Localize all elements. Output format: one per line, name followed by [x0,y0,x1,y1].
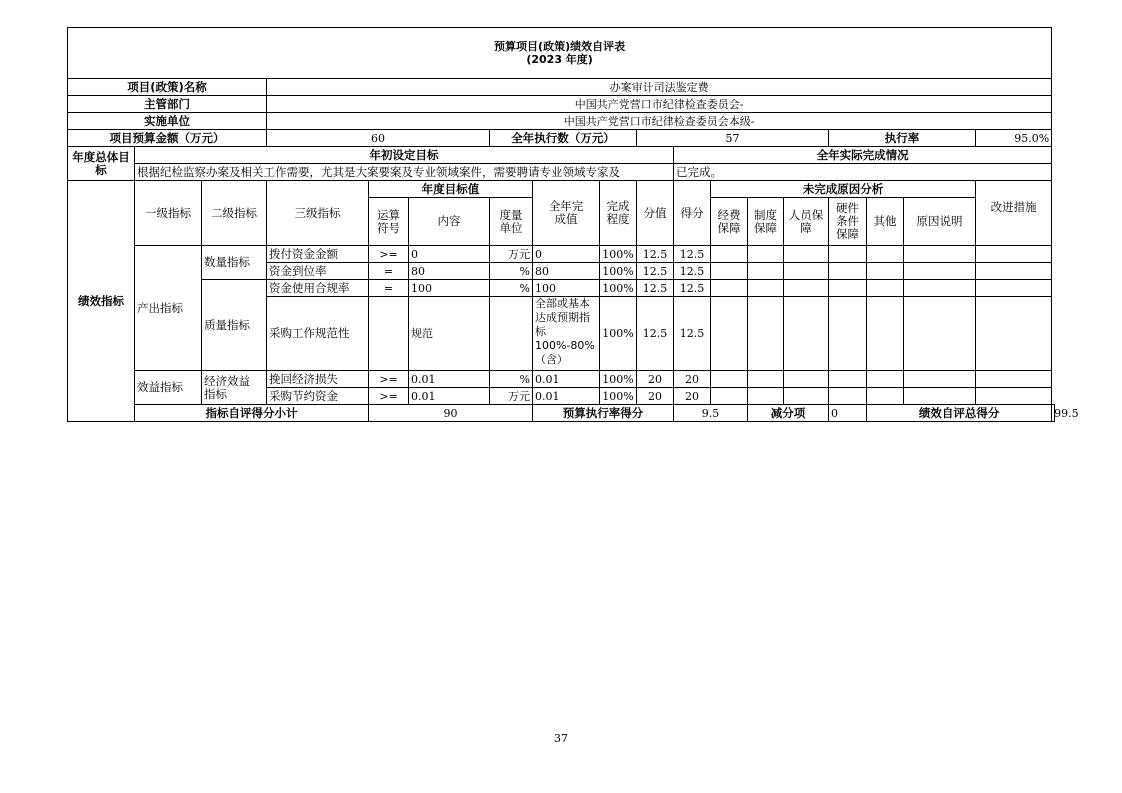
reason-desc-header: 原因说明 [904,198,976,246]
row-score: 12.5 [637,263,674,280]
row-got: 12.5 [674,297,711,371]
category-quantity: 数量指标 [202,246,267,280]
row-op [369,297,409,371]
reason-fund-header [711,198,748,246]
row-unit: 万元 [490,388,533,405]
deduct-label: 减分项 [748,405,829,422]
table-row [68,280,1055,297]
actual-header-text: 全年完成值 [548,199,584,226]
row-degree: 100% [600,297,637,371]
improve-header: 改进措施 [976,181,1052,246]
row-got: 12.5 [674,246,711,263]
exec-value: 57 [637,130,829,147]
table-row [68,371,1055,388]
row-name: 挽回经济损失 [267,371,369,388]
actual-header [533,181,600,246]
row-op: = [369,280,409,297]
row-content: 规范 [409,297,490,371]
row-unit [490,297,533,371]
reason-system-header [748,198,784,246]
unit-label: 实施单位 [68,113,267,130]
reason-hw-header [829,198,867,246]
reason-group-header: 未完成原因分析 [711,181,976,198]
reason-hw-text: 硬件条件保障 [836,201,859,241]
op-header [369,198,409,246]
degree-header [600,181,637,246]
row-content: 80 [409,263,490,280]
row-score: 12.5 [637,297,674,371]
total-value: 99.5 [1052,405,1055,422]
op-header-text: 运算符号 [377,207,400,235]
row-name: 资金到位率 [267,263,369,280]
row-name: 采购工作规范性 [267,297,369,371]
row-degree: 100% [600,263,637,280]
actual-goal-text: 已完成。 [674,164,1052,181]
row-score: 12.5 [637,246,674,263]
row-op: >= [369,246,409,263]
row-got: 20 [674,371,711,388]
row-content: 100 [409,280,490,297]
row-content: 0.01 [409,388,490,405]
level2-header: 二级指标 [202,181,267,246]
category-benefit: 效益指标 [135,371,202,405]
row-name: 拨付资金金额 [267,246,369,263]
row-actual: 100 [533,280,600,297]
row-degree: 100% [600,246,637,263]
level1-header: 一级指标 [135,181,202,246]
row-got: 12.5 [674,263,711,280]
row-content: 0.01 [409,371,490,388]
self-evaluation-table [67,27,1079,422]
project-name-value: 办案审计司法鉴定费 [267,79,1052,96]
unit-header-text: 度量单位 [499,207,523,235]
planned-goal-header: 年初设定目标 [135,147,674,164]
subtotal-value: 90 [369,405,533,422]
title-text: 预算项目(政策)绩效自评表 [494,40,626,53]
row-degree: 100% [600,280,637,297]
score-header: 分值 [637,181,674,246]
content-header: 内容 [409,198,490,246]
budget-score-value: 9.5 [674,405,748,422]
page-number: 37 [554,732,568,745]
reason-staff-header [784,198,829,246]
budget-score-label: 预算执行率得分 [533,405,674,422]
level3-header: 三级指标 [267,181,369,246]
row-unit: % [490,280,533,297]
rate-label: 执行率 [829,130,976,147]
target-group-header: 年度目标值 [369,181,533,198]
rate-value: 95.0% [976,130,1052,147]
table-title [68,28,1052,79]
got-header: 得分 [674,181,711,246]
budget-value: 60 [267,130,490,147]
table-row [68,246,1055,263]
row-score: 20 [637,388,674,405]
row-actual: 全部或基本达成预期指标100%-80%（含） [533,297,600,371]
row-degree: 100% [600,371,637,388]
project-name-label: 项目(政策)名称 [68,79,267,96]
row-name: 资金使用合规率 [267,280,369,297]
planned-goal-text: 根据纪检监察办案及相关工作需要，尤其是大案要案及专业领域案件，需要聘请专业领域专家及 [135,164,674,181]
subtitle-text: (2023 年度) [526,53,593,66]
row-got: 20 [674,388,711,405]
reason-system-text: 制度保障 [754,207,777,235]
category-quality: 质量指标 [202,280,267,371]
unit-header [490,198,533,246]
budget-label: 项目预算金额（万元） [68,130,267,147]
perf-indicator-label: 绩效指标 [68,181,135,422]
exec-label: 全年执行数（万元） [490,130,637,147]
total-label: 绩效自评总得分 [867,405,1052,422]
category-econ-text: 经济效益指标 [204,373,250,401]
degree-header-text: 完成程度 [606,199,630,226]
row-op: >= [369,388,409,405]
deduct-value: 0 [829,405,867,422]
dept-value: 中国共产党营口市纪律检查委员会- [267,96,1052,113]
row-got: 12.5 [674,280,711,297]
row-actual: 0.01 [533,371,600,388]
reason-staff-text: 人员保障 [788,207,824,235]
row-actual: 80 [533,263,600,280]
reason-fund-text: 经费保障 [717,207,741,235]
row-unit: % [490,371,533,388]
category-output: 产出指标 [135,246,202,371]
annual-goal-label: 年度总体目标 [68,147,135,181]
row-content: 0 [409,246,490,263]
actual-goal-header: 全年实际完成情况 [674,147,1052,164]
row-unit: 万元 [490,246,533,263]
reason-other-header: 其他 [867,198,904,246]
row-actual: 0.01 [533,388,600,405]
dept-label: 主管部门 [68,96,267,113]
row-actual: 0 [533,246,600,263]
row-op: >= [369,371,409,388]
subtotal-label: 指标自评得分小计 [135,405,369,422]
row-name: 采购节约资金 [267,388,369,405]
row-score: 20 [637,371,674,388]
row-degree: 100% [600,388,637,405]
category-econ [202,371,267,405]
unit-value: 中国共产党营口市纪律检查委员会本级- [267,113,1052,130]
row-score: 12.5 [637,280,674,297]
row-op: = [369,263,409,280]
row-unit: % [490,263,533,280]
